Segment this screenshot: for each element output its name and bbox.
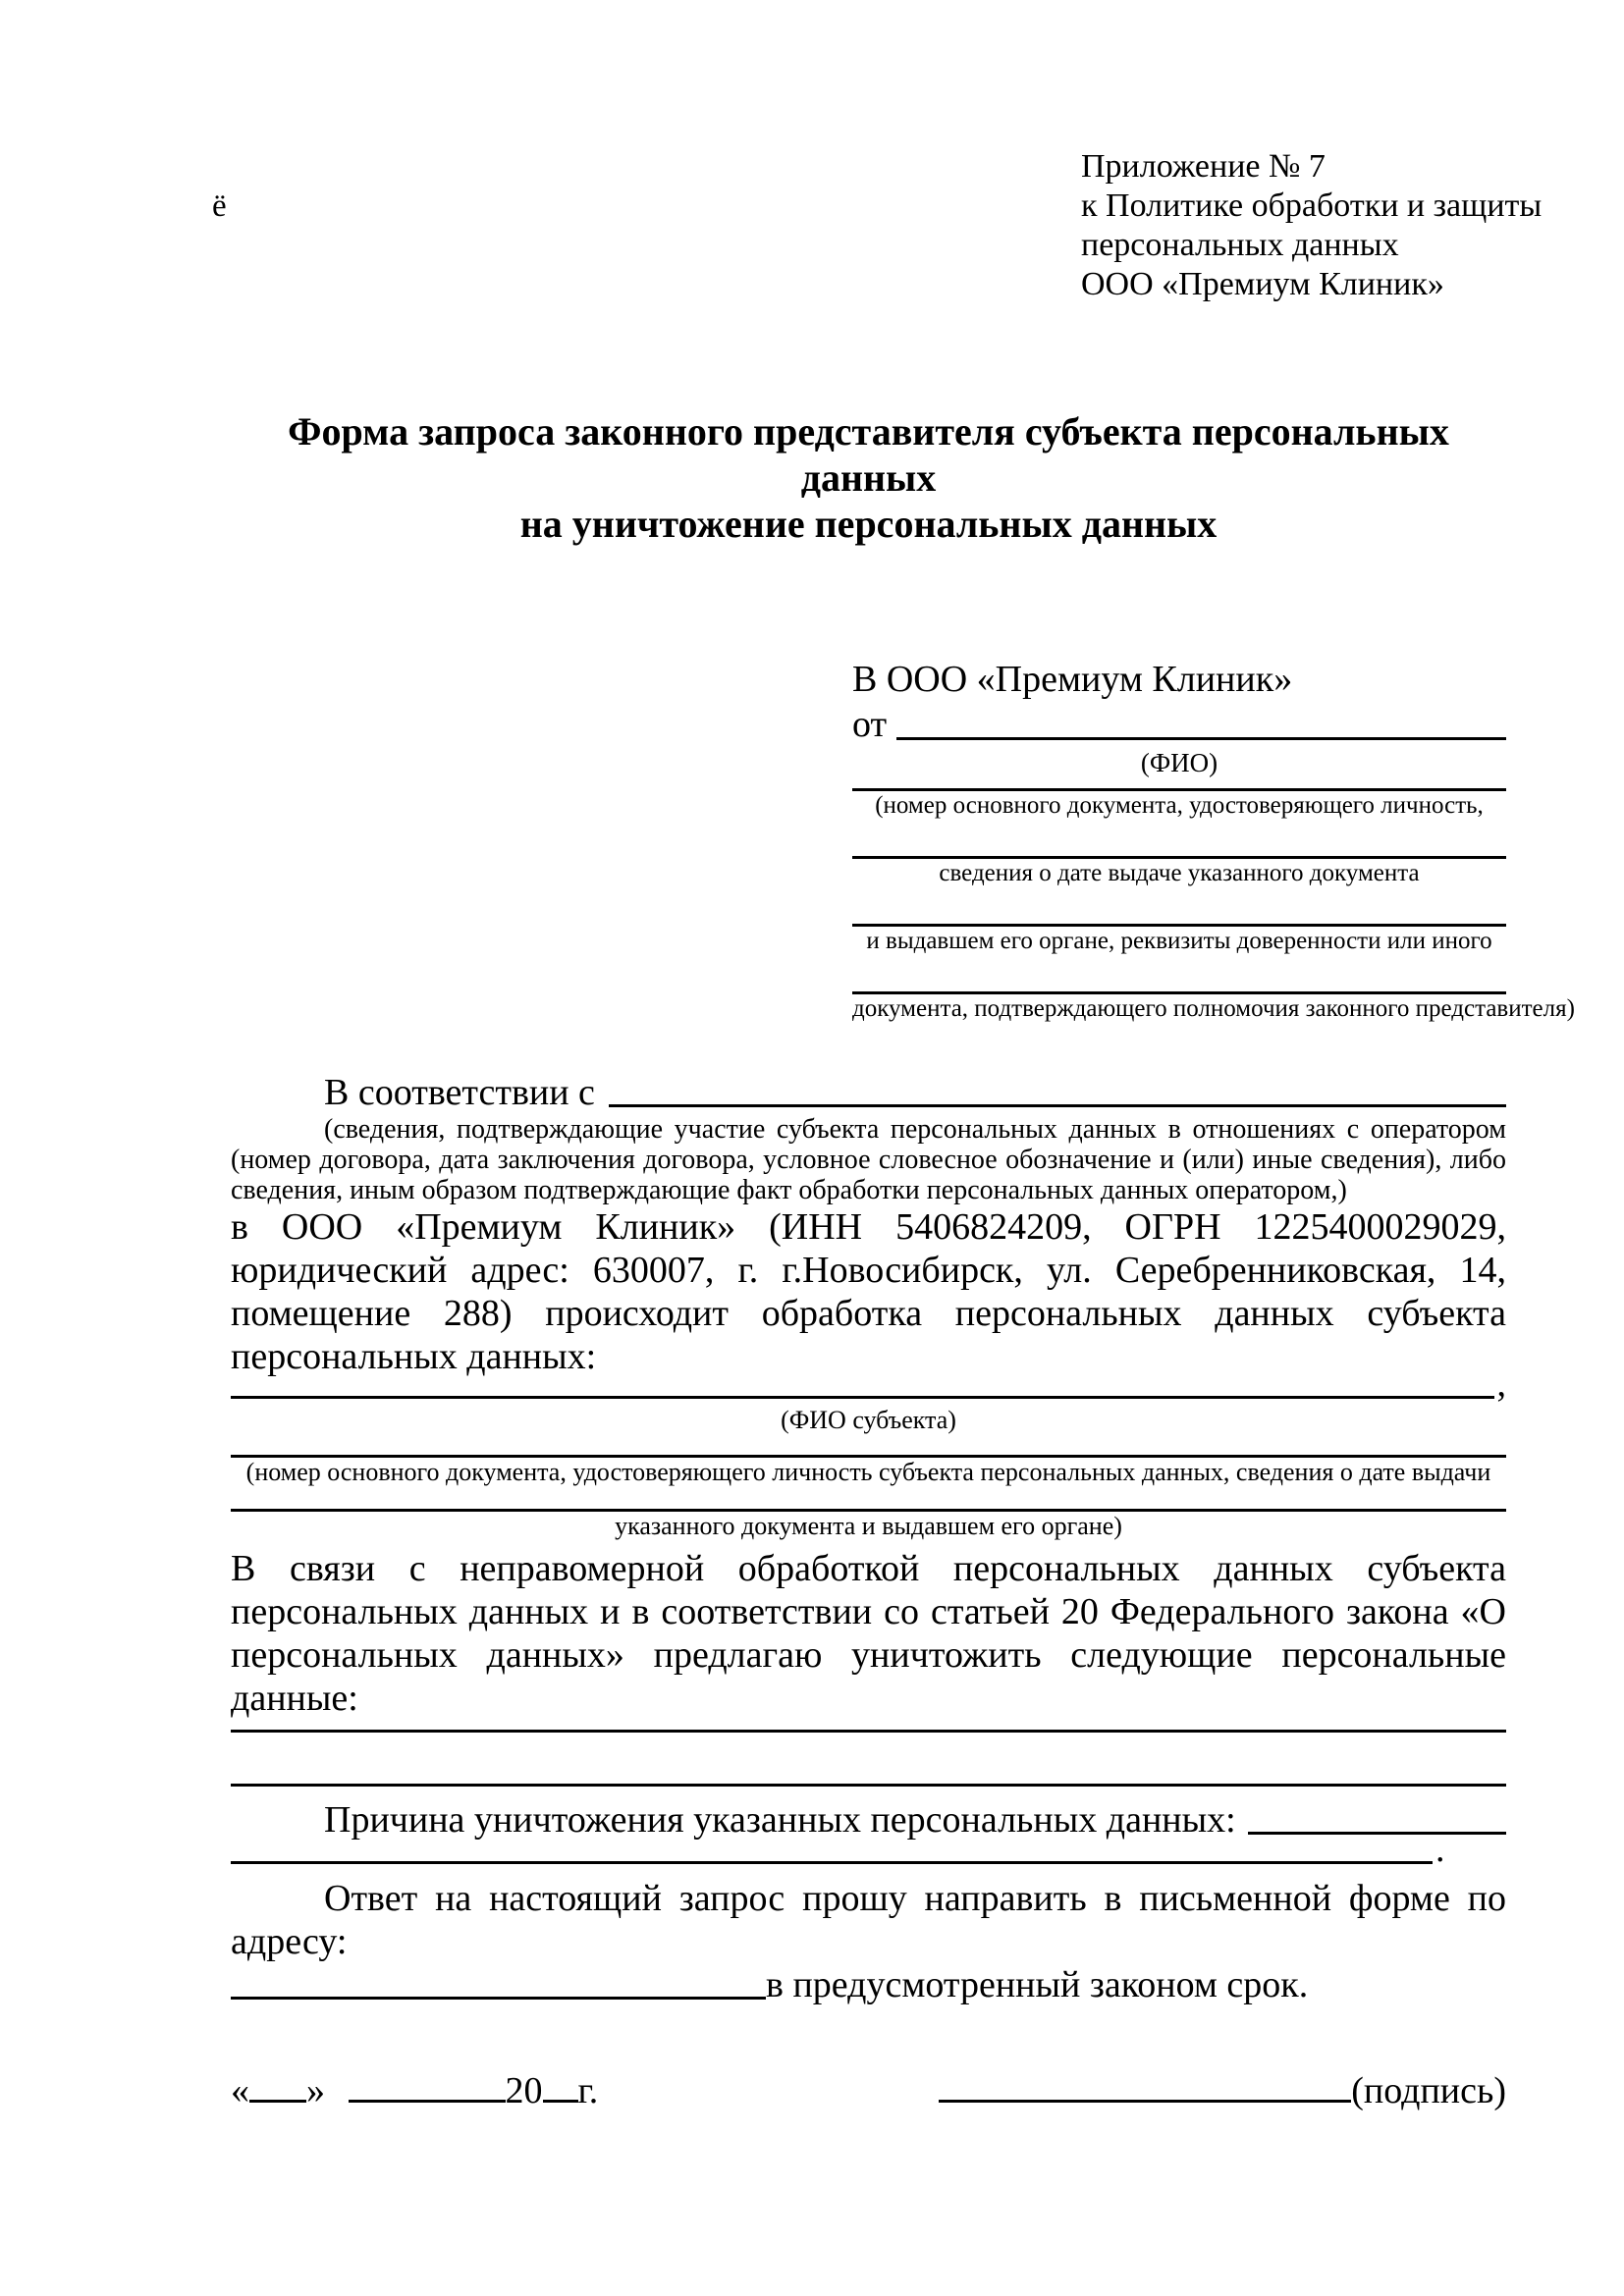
subject-doc-caption-2: указанного документа и выдавшем его органе) xyxy=(615,1512,1122,1540)
answer-tail: в предусмотренный законом срок. xyxy=(766,1964,1309,2005)
fio-caption: (ФИО) xyxy=(1140,748,1218,777)
from-row xyxy=(852,702,1506,747)
quote-close: » xyxy=(306,2070,325,2111)
unlawful-paragraph: В связи с неправомерной обработкой персональных данных субъекта персональных данных и в соответствии со статьей 20 Федерального закона «О персональных данных» предлагаю уничтожить следующие персональные данные: xyxy=(231,1548,1506,1719)
blank-line-reason-2 xyxy=(231,1861,1433,1864)
blank-line-data-1 xyxy=(231,1730,1506,1733)
subject-doc-caption-1: (номер основного документа, удостоверяющего личность субъекта персональных данных, сведения о дате выдачи xyxy=(245,1458,1491,1486)
year-suffix: г. xyxy=(577,2070,599,2111)
annex-line: Приложение № 7 xyxy=(1081,148,1326,185)
subject-fio-row xyxy=(231,1363,1506,1406)
comma-mark: , xyxy=(1496,1363,1506,1405)
subject-fio-caption: (ФИО субъекта) xyxy=(781,1406,956,1434)
blank-line-fio xyxy=(896,737,1506,740)
reason-row-2 xyxy=(231,1829,1506,1871)
date-line xyxy=(231,2069,598,2112)
annex-note xyxy=(1081,147,1543,304)
signature-caption: (подпись) xyxy=(1351,2070,1506,2111)
annex-line: ООО «Премиум Клиник» xyxy=(1081,266,1444,302)
blank-line-data-2 xyxy=(231,1784,1506,1787)
annex-line: персональных данных xyxy=(1081,227,1399,263)
addressee-to: В ООО «Премиум Клиник» xyxy=(852,659,1293,700)
doc-caption-4: документа, подтверждающего полномочия законного представителя) xyxy=(852,995,1575,1022)
reason-lead: Причина уничтожения указанных персональных данных: xyxy=(324,1799,1236,1841)
stray-char: ё xyxy=(212,188,227,224)
document-title xyxy=(231,408,1506,547)
blank-month xyxy=(349,2100,506,2103)
answer-paragraph: Ответ на настоящий запрос прошу направить в письменной форме по адресу: xyxy=(231,1878,1506,1962)
signature-footer xyxy=(231,2069,1506,2112)
blank-signature xyxy=(939,2100,1351,2103)
blank-line-subject-fio xyxy=(231,1396,1494,1399)
annex-line: к Политике обработки и защиты xyxy=(1081,187,1543,224)
from-label: от xyxy=(852,704,888,745)
address-row xyxy=(231,1963,1506,2006)
doc-caption-3: и выдавшем его органе, реквизиты доверенности или иного xyxy=(866,928,1492,954)
blank-line-address xyxy=(231,1997,766,2000)
signature-line xyxy=(939,2069,1506,2112)
blank-line-accordance xyxy=(609,1104,1506,1107)
blank-line-reason xyxy=(1248,1832,1506,1835)
period-mark: . xyxy=(1435,1829,1445,1870)
accordance-row xyxy=(231,1071,1506,1114)
operator-paragraph: в ООО «Премиум Клиник» (ИНН 5406824209, ОГРН 1225400029029, юридический адрес: 630007, г. г.Новосибирск, ул. Серебренниковская, 14, помещение 288) происходит обработка персональных данных субъекта персональных данных: xyxy=(231,1206,1506,1377)
blank-day xyxy=(249,2100,306,2103)
doc-caption-1: (номер основного документа, удостоверяющего личность, xyxy=(875,792,1484,819)
reason-row xyxy=(231,1798,1506,1842)
year-prefix: 20 xyxy=(505,2070,543,2111)
accordance-note: (сведения, подтверждающие участие субъекта персональных данных в отношениях с оператором (номер договора, дата заключения договора, условное словесное обозначение и (или) иные сведения), либо сведения, иным образом подтверждающие факт обработки персональных данных оператором,) xyxy=(231,1114,1506,1205)
document-title-line: на уничтожение персональных данных xyxy=(519,502,1218,546)
accordance-lead: В соответствии с xyxy=(324,1072,595,1113)
doc-caption-2: сведения о дате выдаче указанного документа xyxy=(939,860,1420,886)
document-title-line: Форма запроса законного представителя субъекта персональных данных xyxy=(288,409,1449,500)
blank-year xyxy=(543,2100,578,2103)
addressee-block xyxy=(852,657,1575,1024)
quote-open: « xyxy=(231,2070,249,2111)
